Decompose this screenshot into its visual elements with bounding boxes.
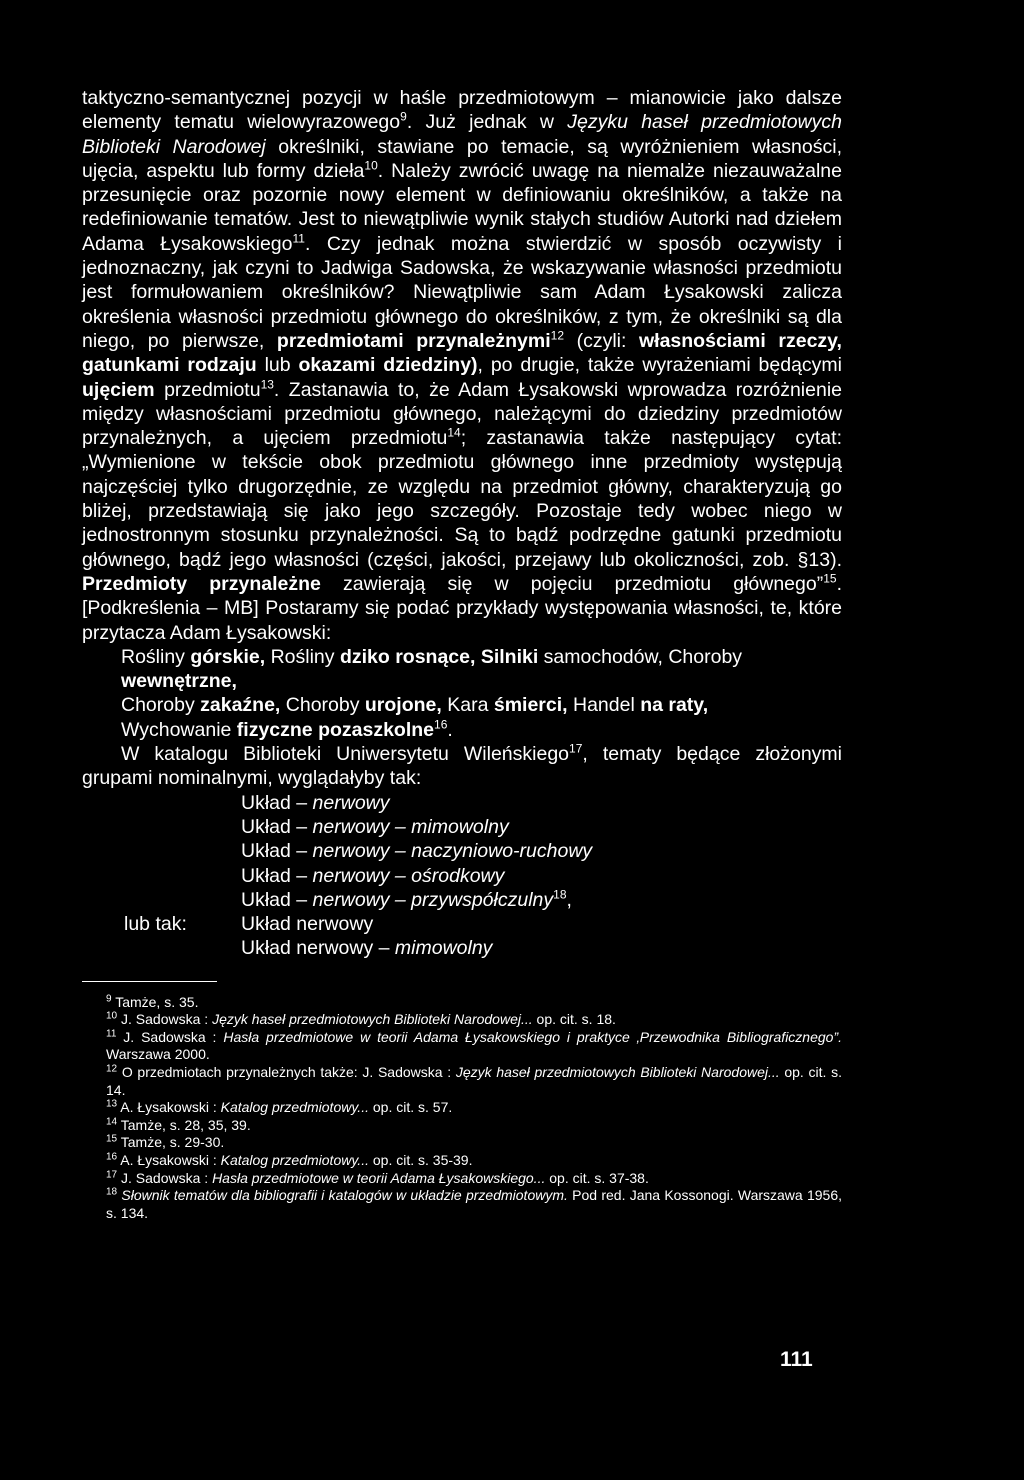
italic-term: nerwowy – mimowolny [312,815,509,838]
text-run: Tamże, s. 29-30. [117,1134,225,1151]
schema-row [82,936,842,960]
text-run: Układ – [241,840,313,863]
footnote-number: 16 [106,1151,118,1163]
text-run: O przedmiotach przynależnych także: J. Sadowska : [117,1064,456,1081]
italic-term: mimowolny [394,937,493,960]
text-run: przedmiotu [154,378,261,401]
text-run: , [566,888,572,911]
schema-row [82,888,842,912]
footnote-ref: 12 [550,328,565,343]
footnote [82,1134,842,1152]
text-run: Wychowanie [121,718,237,741]
text-run: (czyli: [564,329,639,352]
italic-title: Język haseł przedmiotowych Biblioteki Narodowej... [212,1011,533,1028]
bold-term: Silniki [480,645,539,668]
italic-title: Hasła przedmiotowe w teorii Adama Łysakowskiego... [212,1169,546,1186]
text-run: Handel [567,694,641,717]
paragraph-1 [82,86,842,645]
footnote-number: 15 [106,1133,118,1145]
text-run: lub [256,354,299,377]
text-run: samochodów, Choroby [538,645,743,668]
footnote-number: 13 [106,1098,118,1110]
italic-term: nerwowy – ośrodkowy [312,864,505,887]
footnote-ref: 16 [434,717,448,732]
italic-title: Katalog przedmiotowy... [220,1152,369,1169]
text-run: , po drugie, także wyrażeniami będącymi [477,354,843,377]
bold-term: wewnętrzne, [121,670,237,693]
text-run: . Zastanawia to, że Adam Łysakowski wprowadza rozróżnienie między własnościami przedmiotu głównego, należącymi do dziedziny przedmiotów przynależnych, a ujęciem przedmiotu [82,378,842,450]
footnote-ref: 13 [260,377,274,392]
bold-term: ujęciem [82,378,155,401]
bold-term: okazami dziedziny) [298,354,478,377]
example-line-3 [82,718,842,742]
footnote [82,1011,842,1029]
text-run: Pod red. Jana Kossonogi. Warszawa 1956, s. 134. [106,1187,843,1221]
footnote [82,1117,842,1135]
footnote-ref: 9 [400,109,407,124]
schema-row [82,839,842,863]
italic-term: nerwowy [312,791,390,814]
schema-row [82,864,842,888]
text-run: op. cit. s. 14. [106,1064,842,1098]
footnote [82,1170,842,1188]
text-run: op. cit. s. 18. [532,1011,616,1028]
italic-title: Hasła przedmiotowe w teorii Adama Łysakowskiego i praktyce ‚Przewodnika Bibliograficznego”. [223,1028,843,1045]
paragraph-2 [82,742,842,791]
text-run: Kara [441,694,494,717]
schema-row [82,912,842,936]
text-run: Układ – [241,888,313,911]
footnote-number: 9 [106,993,112,1005]
text-run: Układ – [241,815,313,838]
footnote-ref: 11 [292,231,305,246]
text-run: Tamże, s. 35. [111,993,199,1010]
text-run: A. Łysakowski : [117,1152,221,1169]
subject-heading-schema [82,791,842,961]
text-run: op. cit. s. 37-38. [545,1169,649,1186]
schema-row [82,791,842,815]
example-line-1 [82,645,842,694]
footnote-number: 11 [106,1028,117,1040]
text-run: Warszawa 2000. [106,1046,210,1063]
text-run: ; zastanawia także następujący cytat: „Wymienione w tekście obok przedmiotu głównego inne przedmioty występują najczęściej tylko drugorzędnie, ze względu na przedmiot główny, charakteryzują go bliżej, przedstawiają się jako jego szczegóły. Pozostaje tedy wobec niego w jednostronnym stosunku przynależności. Są to bądź podrzędne gatunki przedmiotu głównego, bądź jego własności (części, jakości, przejawy lub okoliczności, zob. §13). [82,427,842,571]
footnote-ref: 17 [569,741,583,756]
text-run: . Już jednak w [406,111,568,134]
footnote-separator [82,981,217,982]
bold-term: śmierci, [493,694,568,717]
bold-term: przedmiotami przynależnymi [276,329,551,352]
text-run: . [447,718,453,741]
text-run: J. Sadowska : [117,1169,213,1186]
example-line-2 [82,693,842,717]
text-run: A. Łysakowski : [117,1099,221,1116]
footnote-ref: 10 [364,158,378,173]
text-run: op. cit. s. 57. [368,1099,453,1116]
footnote [82,1064,842,1099]
title-italic: Języku haseł przedmiotowych Biblioteki Narodowej [82,111,842,158]
text-run: J. Sadowska : [116,1028,224,1045]
footnote-number: 12 [106,1063,118,1075]
footnote-number: 17 [106,1168,118,1180]
bold-term: górskie, [190,645,266,668]
text-run: op. cit. s. 35-39. [368,1152,473,1169]
footnote-ref: 18 [553,887,567,902]
text-run: Choroby [121,694,201,717]
text-run: W katalogu Biblioteki Uniwersytetu Wileńskiego [121,743,570,766]
italic-title: Język haseł przedmiotowych Biblioteki Narodowej... [455,1064,780,1081]
bold-term: urojone, [364,694,442,717]
footnote [82,1029,842,1064]
text-run: . [Podkreślenia – MB] Postaramy się podać przykłady występowania własności, te, które przytacza Adam Łysakowski: [82,572,842,644]
bold-term: na raty, [640,694,709,717]
text-run: Układ – [241,791,313,814]
text-run: Układ nerwowy – [241,937,395,960]
italic-term: nerwowy – naczyniowo-ruchowy [312,840,593,863]
text-run: , tematy będące złożonymi grupami nominalnymi, wyglądałyby tak: [82,743,843,790]
bold-term: fizyczne pozaszkolne [236,718,435,741]
bold-term: dziko rosnące, [339,645,476,668]
footnote [82,994,842,1012]
footnotes [82,994,842,1223]
text-run: taktyczno-semantycznej pozycji w haśle przedmiotowym – mianowicie jako dalsze elementy tematu wielowyrazowego [82,87,842,134]
text-run: J. Sadowska : [117,1011,213,1028]
text-run: Układ – [241,864,313,887]
footnote-ref: 14 [447,425,461,440]
text-run: Rośliny [121,645,191,668]
footnote-number: 14 [106,1116,118,1128]
bold-term: zakaźne, [200,694,281,717]
text-run: zawierają się w pojęciu przedmiotu głównego” [320,572,824,595]
footnote-number: 10 [106,1010,118,1022]
page-body [82,86,842,1222]
text-run: Choroby [280,694,365,717]
footnote [82,1187,842,1222]
text-run: Rośliny [265,645,340,668]
text-run: Tamże, s. 28, 35, 39. [117,1116,251,1133]
italic-term: nerwowy – przywspółczulny [312,888,554,911]
footnote [82,1099,842,1117]
text-run: Układ nerwowy [241,913,374,936]
page-number: 111 [780,1348,813,1371]
text-run: . Czy jednak można stwierdzić w sposób oczywisty i jednoznaczny, jak czyni to Jadwiga Sadowska, że wskazywanie własności przedmiotu jest formułowaniem określników? Niewątpliwie sam Adam Łysakowski zalicza określenia własności przedmiotu głównego do określników, z tym, że określniki są dla niego, po pierwsze, [82,232,843,352]
footnote [82,1152,842,1170]
text-run: określniki, stawiane po temacie, są wyróżnieniem własności, ujęcia, aspektu lub formy dzieła [82,135,842,182]
schema-row [82,815,842,839]
bold-term: Przedmioty przynależne [82,572,321,595]
footnote-number: 18 [106,1186,118,1198]
bold-term: własnościami rzeczy, gatunkami rodzaju [82,329,842,377]
schema-label: lub tak: [124,913,187,936]
italic-title: Słownik tematów dla bibliografii i katalogów w układzie przedmiotowym. [117,1187,568,1204]
footnote-ref: 15 [823,571,837,586]
text-run: . Należy zwrócić uwagę na niemalże niezauważalne przesunięcie oraz pozornie nowy element w definiowaniu określników, a także na redefiniowanie tematów. Jest to niewątpliwie wynik stałych studiów Autorki nad dziełem Adama Łysakowskiego [82,159,843,255]
italic-title: Katalog przedmiotowy... [220,1099,369,1116]
